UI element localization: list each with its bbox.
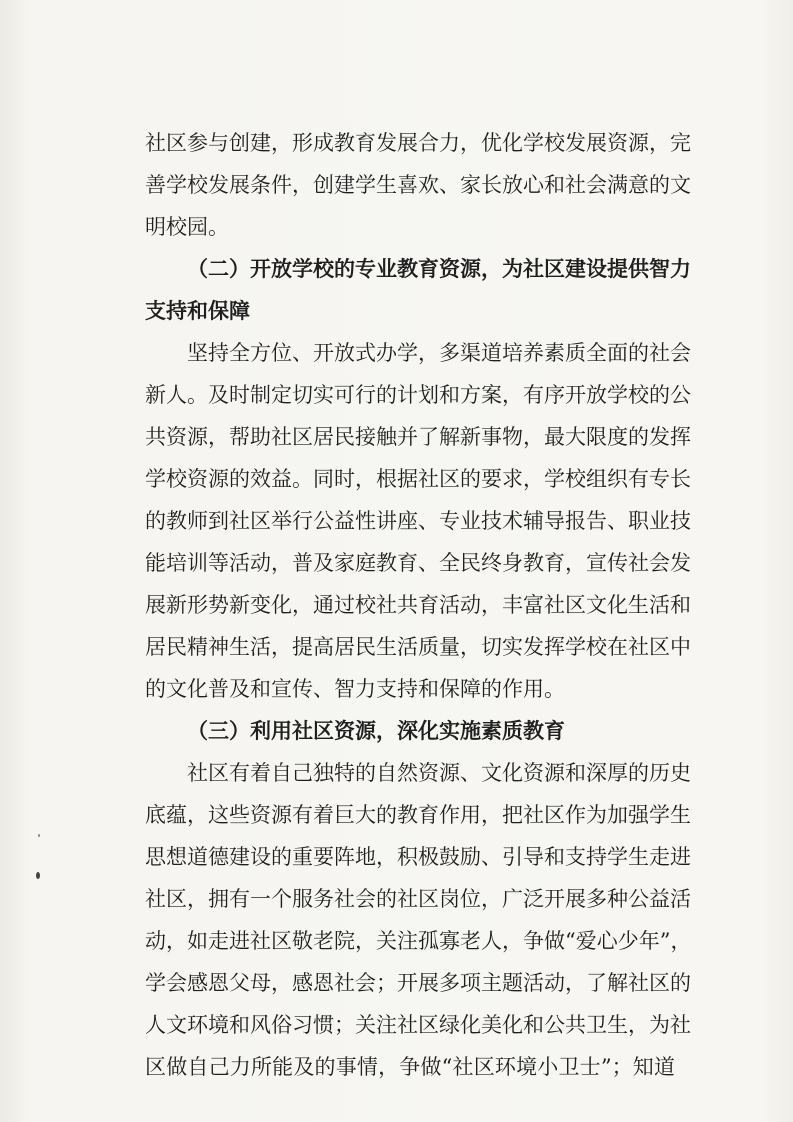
paragraph-line: 区做自己力所能及的事情，争做“社区环境小卫士”；知道: [145, 1055, 675, 1079]
paragraph-line: 人文环境和风俗习惯；关注社区绿化美化和公共卫生，为社: [145, 1013, 691, 1037]
paragraph-line: 学校资源的效益。同时，根据社区的要求，学校组织有专长: [145, 467, 691, 491]
paragraph-line: 善学校发展条件，创建学生喜欢、家长放心和社会满意的文: [145, 173, 691, 197]
section-heading-3: （三）利用社区资源，深化实施素质教育: [187, 718, 565, 743]
paragraph-line: 展新形势新变化，通过校社共育活动，丰富社区文化生活和: [145, 593, 691, 617]
paragraph-line: 底蕴，这些资源有着巨大的教育作用，把社区作为加强学生: [145, 803, 691, 827]
paragraph-line: 动，如走进社区敬老院，关注孤寡老人，争做“爱心少年”，: [145, 929, 692, 953]
paragraph-line: 的文化普及和宣传、智力支持和保障的作用。: [145, 677, 565, 701]
paragraph-line: 的教师到社区举行公益性讲座、专业技术辅导报告、职业技: [145, 509, 691, 533]
section-heading-2-continued: 支持和保障: [145, 298, 250, 323]
paragraph-line: 坚持全方位、开放式办学，多渠道培养素质全面的社会: [187, 341, 691, 365]
paragraph-line: 思想道德建设的重要阵地，积极鼓励、引导和支持学生走进: [145, 845, 691, 869]
scan-speck: [36, 872, 40, 879]
paragraph-line: 明校园。: [145, 215, 229, 239]
paragraph-line: 居民精神生活，提高居民生活质量，切实发挥学校在社区中: [145, 635, 691, 659]
paragraph-line: 能培训等活动，普及家庭教育、全民终身教育，宣传社会发: [145, 551, 691, 575]
paragraph-line: 社区参与创建，形成教育发展合力，优化学校发展资源，完: [145, 131, 691, 155]
paragraph-line: 社区，拥有一个服务社会的社区岗位，广泛开展多种公益活: [145, 887, 691, 911]
scan-speck: [38, 834, 40, 837]
paragraph-line: 社区有着自己独特的自然资源、文化资源和深厚的历史: [187, 761, 691, 785]
section-heading-2: （二）开放学校的专业教育资源，为社区建设提供智力: [187, 256, 691, 281]
paragraph-line: 共资源，帮助社区居民接触并了解新事物，最大限度的发挥: [145, 425, 691, 449]
paragraph-line: 学会感恩父母，感恩社会；开展多项主题活动，了解社区的: [145, 971, 691, 995]
paragraph-line: 新人。及时制定切实可行的计划和方案，有序开放学校的公: [145, 383, 691, 407]
